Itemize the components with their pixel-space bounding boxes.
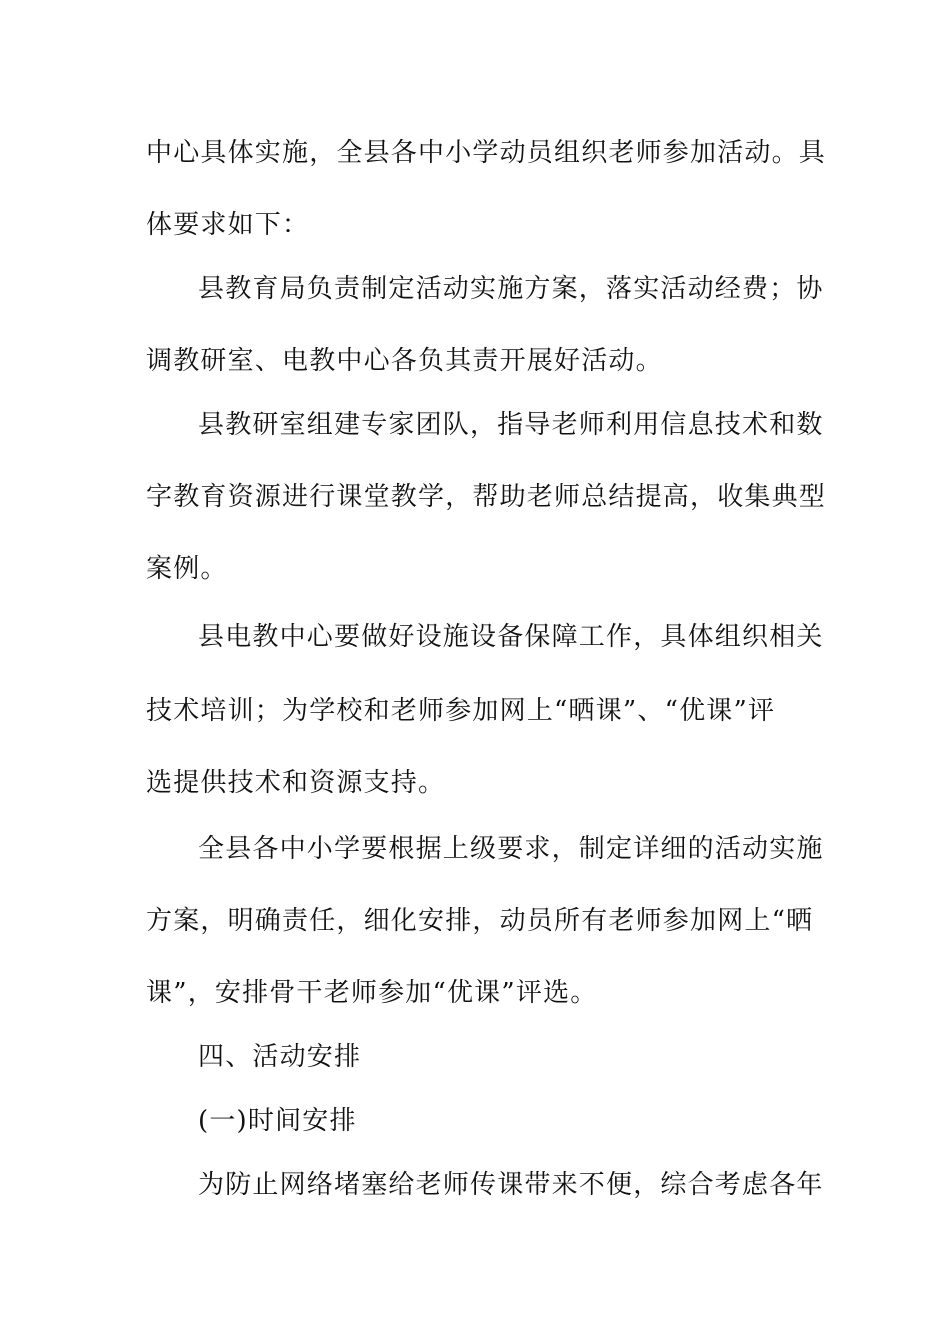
text-line: 技术培训；为学校和老师参加网上“晒课”、“优课”评 (146, 696, 776, 726)
text-line: 体要求如下： (146, 210, 310, 240)
text-line: 调教研室、电教中心各负其责开展好活动。 (146, 346, 663, 376)
text-line: 选提供技术和资源支持。 (146, 768, 446, 798)
text-line: 中心具体实施，全县各中小学动员组织老师参加活动。具 (146, 138, 827, 168)
paragraph-start-line: 为防止网络堵塞给老师传课带来不便，综合考虑各年 (198, 1170, 824, 1200)
paragraph-start-line: 全县各中小学要根据上级要求，制定详细的活动实施 (198, 834, 824, 864)
section-heading: 四、活动安排 (198, 1042, 362, 1072)
paragraph-start-line: 县电教中心要做好设施设备保障工作，具体组织相关 (198, 622, 824, 652)
subsection-heading: (一)时间安排 (198, 1106, 357, 1136)
text-line: 课”，安排骨干老师参加“优课”评选。 (146, 978, 598, 1008)
text-line: 字教育资源进行课堂教学，帮助老师总结提高，收集典型 (146, 482, 827, 512)
text-line: 案例。 (146, 554, 228, 584)
paragraph-start-line: 县教育局负责制定活动实施方案，落实活动经费；协 (198, 274, 824, 304)
paragraph-start-line: 县教研室组建专家团队，指导老师利用信息技术和数 (198, 410, 824, 440)
text-line: 方案，明确责任，细化安排，动员所有老师参加网上“晒 (146, 906, 814, 936)
